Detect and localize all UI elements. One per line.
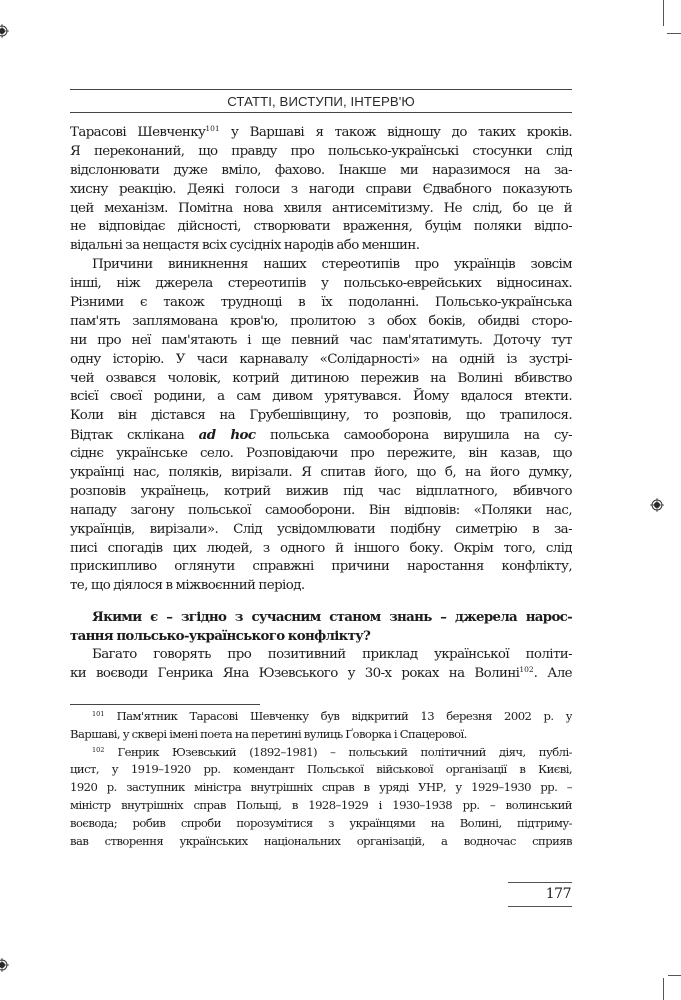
footnote-text: Генрик Юзевський (1892–1981) – польський політичний діяч, публі- — [117, 744, 572, 759]
text-line: Причини виникнення наших стереотипів про українців зовсім — [92, 257, 572, 273]
text-line: нападу загону польської самооборони. Він відповів: «Поляки нас, — [70, 502, 572, 518]
footnote-line — [70, 744, 572, 762]
text-line — [70, 665, 572, 684]
text-line: Багато говорять про позитивний приклад української політи- — [92, 647, 572, 663]
footnote — [70, 708, 572, 744]
text-line: сіднє українське село. Розповідаючи про пережите, він казав, що — [70, 446, 572, 462]
text-segment: Тарасові Шевченку — [70, 125, 206, 140]
footnote-text: воєвода; робив спроби порозумітися з українцями на Волині, підтриму- — [70, 815, 572, 830]
text-line: прискипливо оглянути справжні причини наростання конфлікту, — [70, 559, 572, 575]
text-line: те, що діялося в міжвоєнний період. — [70, 578, 305, 594]
text-line: Я переконаний, що правду про польсько-українські стосунки слід — [70, 143, 572, 159]
crop-mark-bottom-right-horizontal — [668, 975, 681, 976]
footnote-rule — [70, 704, 260, 705]
text-line: Якими є – згідно з сучасним станом знань – джерела нарос- — [92, 609, 572, 626]
footnote — [70, 744, 572, 851]
text-segment: ки воєводи Генрика Яна Юзевського у 30-х роках на Волині — [70, 665, 520, 681]
crop-mark-top-right-vertical — [663, 0, 664, 26]
footnotes — [70, 708, 572, 850]
footnote-text: цист, у 1919–1920 рр. комендант Польської військової організації в Києві, — [70, 762, 572, 777]
text-segment: у Варшаві я також відношу до таких кроків. — [219, 125, 572, 140]
text-line: українці нас, поляків, вирізали. Я спитав його, що б, на його думку, — [70, 465, 572, 481]
footnote-text: вав створення українських національних організацій, а водночас сприяв — [70, 833, 572, 848]
paragraph-3 — [70, 646, 572, 684]
folio-rule-bottom — [508, 906, 572, 907]
registration-mark-icon — [0, 24, 9, 38]
interview-question — [70, 608, 572, 646]
text-segment: Відтак склікана — [70, 428, 199, 444]
footnote-ref: 101 — [205, 124, 220, 133]
text-line — [70, 124, 572, 143]
footnote-text: Пам'ятник Тарасові Шевченку був відкритий 13 березня 2002 р. у — [116, 709, 572, 723]
footnote-number: 101 — [92, 710, 105, 718]
text-line: Різними є також труднощі в їх подоланні. Польсько-українська — [70, 295, 572, 311]
crop-mark-top-right-horizontal — [667, 33, 681, 34]
section-gap — [70, 596, 572, 608]
footnote-line — [70, 815, 572, 833]
header-rule-bottom — [70, 112, 572, 113]
footnote-text: 1920 р. заступник міністра внутрішніх справ в уряді УНР, у 1929–1930 рр. – — [70, 780, 572, 795]
footnote-line — [70, 726, 572, 744]
emphasis-latin: ad hoc — [198, 427, 256, 444]
footnote-line — [70, 833, 572, 851]
text-line: чей озвався чоловік, котрий дитиною пережив на Волині вбивство — [70, 370, 572, 386]
text-line: Коли він дістався на Грубешівщину, то розповів, що трапилося. — [70, 408, 572, 424]
footnote-ref: 102 — [519, 664, 534, 674]
text-line: тання польсько-українського конфлікту? — [70, 628, 371, 645]
text-line: пам'ять заплямована кров'ю, пролитою з обох боків, обидві сторо- — [70, 313, 572, 329]
running-head: СТАТТІ, ВИСТУПИ, ІНТЕРВ'Ю — [227, 94, 415, 109]
header-rule-top — [70, 89, 572, 90]
registration-mark-icon — [0, 958, 9, 972]
registration-mark-icon — [650, 498, 664, 512]
text-line: цей механізм. Помітна нова хвиля антисемітизму. Не слід, бо це й — [70, 200, 572, 216]
text-segment: . Але — [533, 665, 572, 681]
text-line: ни про неї пам'ятають і ще певний час пам'ятатимуть. Доточу тут — [70, 332, 572, 348]
footnote-text: Варшаві, у сквері імені поета на перетині вулиць Ґоворка і Спацерової. — [70, 726, 467, 741]
text-line: відслонювати дуже вміло, фахово. Інакше ми наразимося на за- — [70, 162, 572, 178]
text-segment: польська самооборона вирушила на су- — [255, 428, 572, 444]
text-line: одну історію. У часи карнавалу «Солідарності» на одній із зустрі- — [70, 351, 572, 367]
footnote-number: 102 — [92, 745, 105, 754]
footnote-line — [70, 708, 572, 726]
text-line: всієї своєї родини, а сам дивом урятувався. Йому вдалося втекти. — [70, 389, 572, 405]
footnote-line — [70, 761, 572, 779]
body-text — [70, 124, 572, 684]
text-line: українців, вирізали». Слід усвідомлювати подібну симетрію в за- — [70, 521, 572, 537]
footnote-line — [70, 779, 572, 797]
paragraph-2 — [70, 256, 572, 596]
text-line: писі спогадів цих людей, з одного й іншого боку. Окрім того, слід — [70, 540, 572, 556]
folio-rule-top — [508, 882, 572, 883]
text-line: не відповідає дійсності, створювати враження, буцім поляки відпо- — [70, 219, 572, 235]
text-line: хисну реакцію. Деякі голоси з нагоди справи Єдвабного показують — [70, 181, 572, 197]
text-line: розповів українець, котрий вижив під час відплатного, вбивчого — [70, 483, 572, 499]
paragraph-1 — [70, 124, 572, 256]
footnote-line — [70, 797, 572, 815]
text-line: інші, ніж джерела стереотипів у польсько-еврейських відносинах. — [70, 276, 572, 292]
page-number: 177 — [545, 886, 571, 902]
footnote-text: міністр внутрішніх справ Польщі, в 1928–1929 і 1930–1938 рр. – волинський — [70, 797, 572, 812]
text-line: відальні за нещастя всіх сусідніх народів або меншин. — [70, 238, 420, 254]
crop-mark-bottom-right-vertical — [663, 978, 664, 1000]
text-line — [70, 426, 572, 445]
